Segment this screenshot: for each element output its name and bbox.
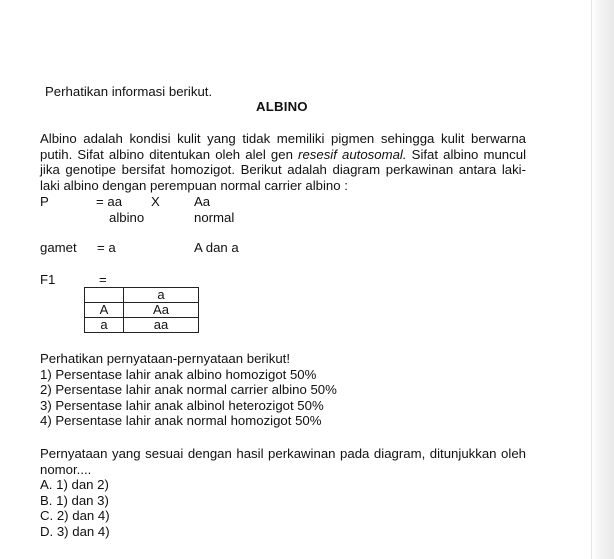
p-label: P xyxy=(40,194,49,209)
option-c[interactable]: C. 2) dan 4) xyxy=(40,508,110,524)
question-text: Pernyataan yang sesuai dengan hasil perkawinan pada diagram, ditunjukkan oleh nomor.... xyxy=(40,446,526,477)
table-cell xyxy=(85,288,124,303)
f1-label: F1 xyxy=(40,272,56,287)
list-item: 2) Persentase lahir anak normal carrier albino 50% xyxy=(40,382,337,398)
description-paragraph xyxy=(40,131,526,193)
female-phenotype: normal xyxy=(194,210,235,225)
table-row xyxy=(85,318,199,333)
paragraph-part1: Albino adalah kondisi kulit yang tidak memiliki pigmen sehingga kulit berwarna putih. Sifat albino ditentukan oleh alel gen xyxy=(40,131,526,162)
statements-list xyxy=(40,351,337,429)
option-d[interactable]: D. 3) dan 4) xyxy=(40,523,110,539)
intro-text: Perhatikan informasi berikut. xyxy=(45,84,213,99)
table-cell: aa xyxy=(124,318,199,333)
p-female-genotype: Aa xyxy=(194,194,211,209)
statements-heading: Perhatikan pernyataan-pernyataan berikut! xyxy=(40,351,290,366)
page-title: ALBINO xyxy=(256,99,308,114)
gamet-female: A dan a xyxy=(194,240,239,255)
list-item: 1) Persentase lahir anak albino homozigot 50% xyxy=(40,366,317,382)
f1-equals: = xyxy=(99,272,107,287)
table-row xyxy=(85,303,199,318)
list-item: 4) Persentase lahir anak normal homozigot 50% xyxy=(40,413,322,429)
list-item: 3) Persentase lahir anak albinol heterozigot 50% xyxy=(40,397,324,413)
punnett-table xyxy=(84,287,199,333)
table-cell: Aa xyxy=(124,303,199,318)
cross-symbol: X xyxy=(151,194,160,209)
p-male-genotype: = aa xyxy=(96,194,123,209)
table-cell: a xyxy=(85,318,124,333)
table-cell: a xyxy=(124,288,199,303)
gamet-label: gamet xyxy=(40,240,77,255)
male-phenotype: albino xyxy=(109,210,145,225)
option-a[interactable]: A. 1) dan 2) xyxy=(40,477,109,492)
table-cell: A xyxy=(85,303,124,318)
table-row xyxy=(85,288,199,303)
page-edge-shadow xyxy=(591,0,614,559)
gamet-male: = a xyxy=(97,240,116,255)
paragraph-italic: resesif autosomal. xyxy=(298,146,407,162)
answer-options xyxy=(40,477,110,539)
paragraph-part2: Sifat albino muncul jika genotipe bersifat homozigot. Berikut adalah diagram perkawinan antara laki-laki albino dengan perempuan normal carrier albino : xyxy=(40,146,526,193)
option-b[interactable]: B. 1) dan 3) xyxy=(40,492,109,508)
